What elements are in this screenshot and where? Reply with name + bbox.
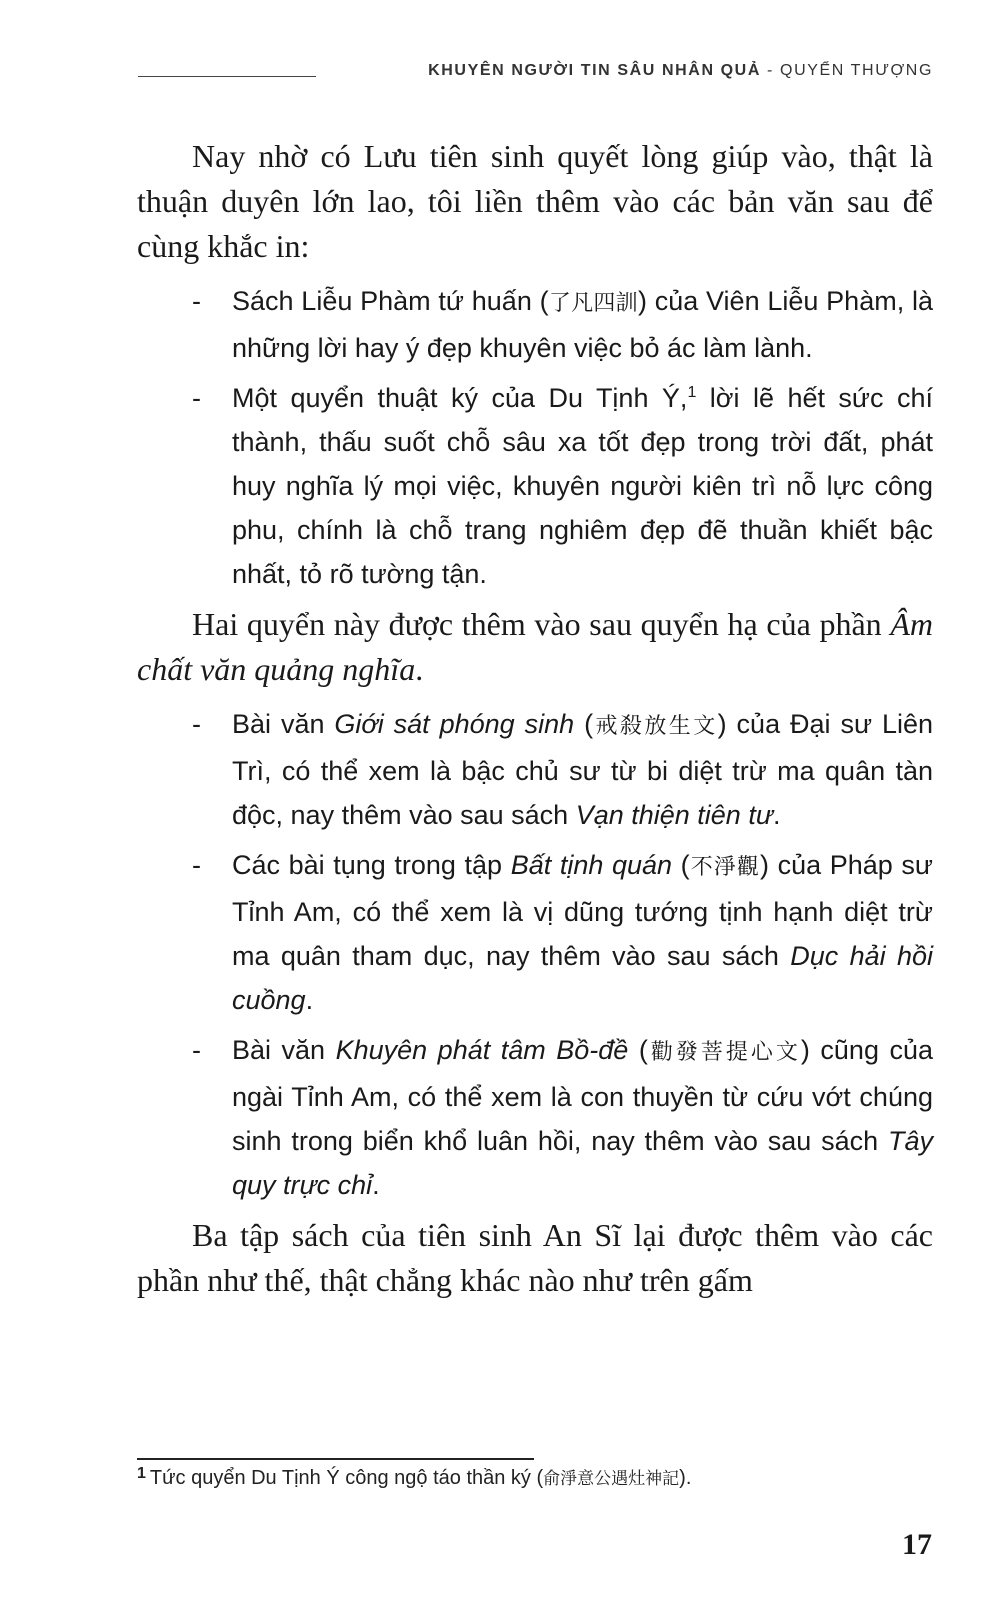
paragraph-two-volumes: Hai quyển này được thêm vào sau quyển hạ của phần Âm chất văn quảng nghĩa.	[137, 606, 933, 687]
list-dash: -	[192, 850, 201, 880]
list-item: - Sách Liễu Phàm tứ huấn (了凡四訓) của Viên Liễu Phàm, là những lời hay ý đẹp khuyên việc bỏ ác làm lành.	[137, 279, 933, 370]
page-number: 17	[902, 1528, 932, 1561]
chinese-title: 了凡四訓	[548, 291, 638, 316]
list-item: - Bài văn Khuyên phát tâm Bồ-đề (勸發菩提心文) cũng của ngài Tỉnh Am, có thể xem là con thuyền từ cứu vớt chúng sinh trong biển khổ luân hồi, nay thêm vào sau sách Tây quy trực chỉ.	[137, 1028, 933, 1207]
footnote-rule	[137, 1458, 534, 1460]
list-dash: -	[192, 709, 201, 739]
list-dash: -	[192, 286, 201, 316]
footnote-mark: 1	[137, 1465, 146, 1482]
list-dash: -	[192, 383, 201, 413]
chinese-title: 戒殺放生文	[593, 714, 718, 739]
list-item: - Bài văn Giới sát phóng sinh (戒殺放生文) của Đại sư Liên Trì, có thể xem là bậc chủ sư từ bi diệt trừ ma quân tàn độc, nay thêm vào sau sách Vạn thiện tiên tư.	[137, 702, 933, 837]
paragraph-intro: Nay nhờ có Lưu tiên sinh quyết lòng giúp vào, thật là thuận duyên lớn lao, tôi liền thêm vào các bản văn sau để cùng khắc in:	[137, 138, 933, 264]
header-text	[428, 62, 933, 80]
book-title-italic: Âm chất văn quảng nghĩa	[137, 606, 933, 687]
paragraph-three-books: Ba tập sách của tiên sinh An Sĩ lại được thêm vào các phần như thế, thật chẳng khác nào như trên gấm	[137, 1217, 933, 1298]
chinese-title: 不淨觀	[689, 855, 761, 880]
header-rule	[138, 76, 316, 77]
header-separator: -	[761, 62, 781, 79]
running-header	[138, 62, 933, 84]
book-title: KHUYÊN NGƯỜI TIN SÂU NHÂN QUẢ	[428, 62, 761, 79]
chinese-title: 俞淨意公遇灶神記	[543, 1469, 680, 1489]
list-item: - Một quyển thuật ký của Du Tịnh Ý,$^1$ lời lẽ hết sức chí thành, thấu suốt chỗ sâu xa tốt đẹp trong trời đất, phát huy nghĩa lý mọi việc, khuyên người kiên trì nỗ lực công phu, chính là chỗ trang nghiêm đẹp đẽ thuần khiết bậc nhất, tỏ rõ tường tận.	[137, 376, 933, 596]
page-body	[137, 134, 933, 1313]
footnote: $^1$ Tức quyển Du Tịnh Ý công ngộ táo thần ký (俞淨意公遇灶神記).	[137, 1465, 692, 1489]
list-item: - Các bài tụng trong tập Bất tịnh quán (不淨觀) của Pháp sư Tỉnh Am, có thể xem là vị dũng tướng tịnh hạnh diệt trừ ma quân tham dục, nay thêm vào sau sách Dục hải hồi cuồng.	[137, 843, 933, 1022]
footnote-ref[interactable]: 1	[687, 384, 697, 401]
list-dash: -	[192, 1035, 201, 1065]
chinese-title: 勸發菩提心文	[647, 1040, 801, 1065]
volume-name: QUYỂN THƯỢNG	[780, 62, 933, 79]
